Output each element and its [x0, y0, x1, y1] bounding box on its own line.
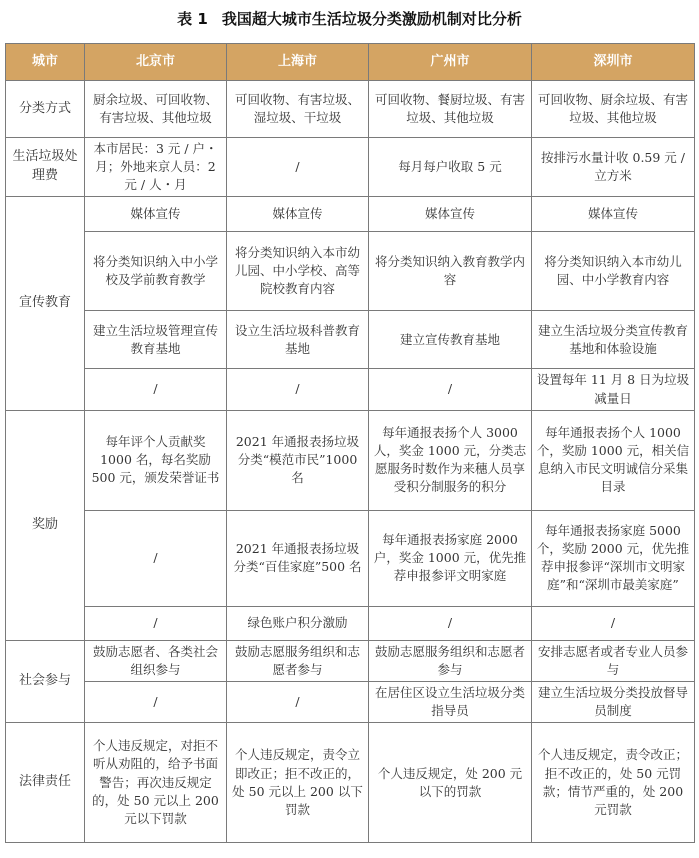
table-row	[6, 138, 695, 197]
table-cell: 按排污水量计收 0.59 元 / 立方米	[532, 138, 695, 197]
table-cell: /	[85, 369, 227, 410]
table-cell: /	[369, 606, 532, 640]
table-row	[6, 723, 695, 843]
table-cell: 媒体宣传	[369, 197, 532, 232]
table-cell: 每年通报表扬家庭 5000 个，奖励 2000 元，优先推荐申报参评“深圳市文明家庭”和“深圳市最美家庭”	[532, 510, 695, 606]
row-label-reward: 奖励	[6, 410, 85, 640]
table-cell: 2021 年通报表扬垃圾分类“模范市民”1000 名	[227, 410, 369, 510]
table-cell: /	[85, 510, 227, 606]
row-label-legal: 法律责任	[6, 723, 85, 843]
table-cell: 设置每年 11 月 8 日为垃圾减量日	[532, 369, 695, 410]
table-cell: /	[85, 606, 227, 640]
header-beijing: 北京市	[85, 44, 227, 81]
table-cell: 个人违反规定，对拒不听从劝阻的，给予书面警告；再次违反规定的，处 50 元以上 200 元以下罚款	[85, 723, 227, 843]
header-guangzhou: 广州市	[369, 44, 532, 81]
table-cell: 将分类知识纳入中小学校及学前教育教学	[85, 232, 227, 311]
table-cell: 个人违反规定，责令立即改正；拒不改正的，处 50 元以上 200 以下罚款	[227, 723, 369, 843]
table-cell: 建立生活垃圾分类投放督导员制度	[532, 681, 695, 722]
table-cell: 将分类知识纳入本市幼儿园、中小学教育内容	[532, 232, 695, 311]
table-cell: 鼓励志愿服务组织和志愿者参与	[227, 640, 369, 681]
table-cell: /	[227, 681, 369, 722]
table-cell: 个人违反规定，处 200 元以下的罚款	[369, 723, 532, 843]
comparison-table	[5, 43, 695, 843]
table-cell: 本市居民：3 元 / 户・月；外地来京人员：2 元 / 人・月	[85, 138, 227, 197]
table-cell: 建立生活垃圾管理宣传教育基地	[85, 311, 227, 369]
table-row	[6, 311, 695, 369]
table-cell: 2021 年通报表扬垃圾分类“百佳家庭”500 名	[227, 510, 369, 606]
table-cell: 媒体宣传	[227, 197, 369, 232]
table-title: 我国超大城市生活垃圾分类激励机制对比分析	[221, 9, 522, 28]
table-cell: 将分类知识纳入教育教学内容	[369, 232, 532, 311]
row-label-edu: 宣传教育	[6, 197, 85, 410]
table-row	[6, 606, 695, 640]
table-cell: 每年评个人贡献奖 1000 名，每名奖励 500 元，颁发荣誉证书	[85, 410, 227, 510]
table-cell: 建立生活垃圾分类宣传教育基地和体验设施	[532, 311, 695, 369]
table-cell: 可回收物、餐厨垃圾、有害垃圾、其他垃圾	[369, 81, 532, 138]
table-cell: /	[227, 138, 369, 197]
table-cell: 每年通报表扬个人 1000 个，奖励 1000 元，相关信息纳入市民文明诚信分采集目录	[532, 410, 695, 510]
table-cell: 安排志愿者或者专业人员参与	[532, 640, 695, 681]
table-cell: 绿色账户积分激励	[227, 606, 369, 640]
row-label-fee: 生活垃圾处理费	[6, 138, 85, 197]
table-cell: 每月每户收取 5 元	[369, 138, 532, 197]
table-row	[6, 640, 695, 681]
table-row	[6, 232, 695, 311]
header-shanghai: 上海市	[227, 44, 369, 81]
table-row	[6, 369, 695, 410]
table-cell: 建立宣传教育基地	[369, 311, 532, 369]
table-cell: 在居住区设立生活垃圾分类指导员	[369, 681, 532, 722]
table-caption	[0, 0, 699, 36]
table-cell: /	[532, 606, 695, 640]
table-cell: 鼓励志愿服务组织和志愿者参与	[369, 640, 532, 681]
table-cell: 将分类知识纳入本市幼儿园、中小学校、高等院校教育内容	[227, 232, 369, 311]
table-cell: /	[85, 681, 227, 722]
table-cell: 鼓励志愿者、各类社会组织参与	[85, 640, 227, 681]
table-cell: 每年通报表扬个人 3000 人，奖金 1000 元，分类志愿服务时数作为来穗人员享受积分制服务的积分	[369, 410, 532, 510]
table-cell: /	[369, 369, 532, 410]
table-row	[6, 410, 695, 510]
table-cell: 可回收物、有害垃圾、湿垃圾、干垃圾	[227, 81, 369, 138]
table-cell: 每年通报表扬家庭 2000 户，奖金 1000 元，优先推荐申报参评文明家庭	[369, 510, 532, 606]
table-row	[6, 681, 695, 722]
header-row	[6, 44, 695, 81]
table-cell: 媒体宣传	[85, 197, 227, 232]
table-cell: 个人违反规定，责令改正；拒不改正的，处 50 元罚款；情节严重的，处 200 元罚款	[532, 723, 695, 843]
table-row	[6, 197, 695, 232]
table-cell: 设立生活垃圾科普教育基地	[227, 311, 369, 369]
header-shenzhen: 深圳市	[532, 44, 695, 81]
table-row	[6, 510, 695, 606]
table-cell: 厨余垃圾、可回收物、有害垃圾、其他垃圾	[85, 81, 227, 138]
header-city: 城市	[6, 44, 85, 81]
table-row	[6, 81, 695, 138]
table-cell: /	[227, 369, 369, 410]
row-label-social: 社会参与	[6, 640, 85, 723]
row-label-classify: 分类方式	[6, 81, 85, 138]
table-number: 表 1	[177, 9, 208, 28]
table-cell: 可回收物、厨余垃圾、有害垃圾、其他垃圾	[532, 81, 695, 138]
table-cell: 媒体宣传	[532, 197, 695, 232]
